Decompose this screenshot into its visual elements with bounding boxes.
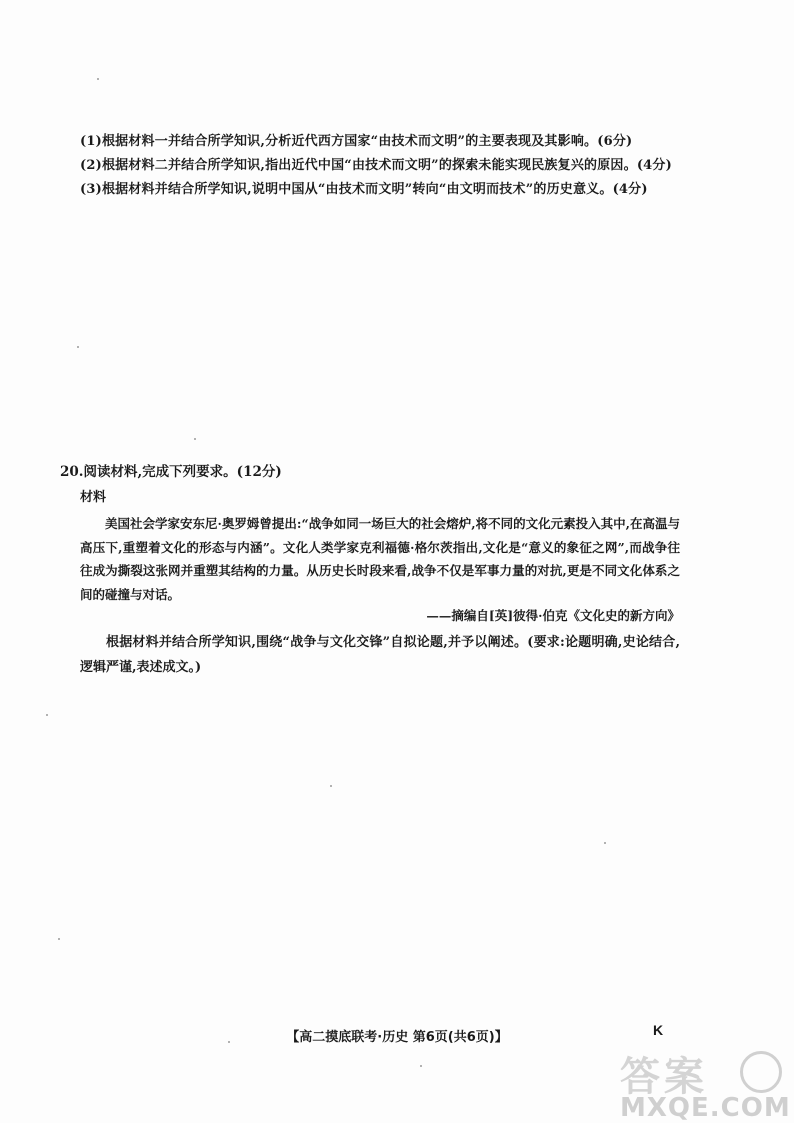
question-20-heading: 20.阅读材料,完成下列要求。(12分) (60, 464, 282, 480)
paper-code: K (653, 1022, 664, 1038)
scan-speck (77, 346, 79, 348)
scan-speck (228, 1041, 230, 1043)
scan-speck (97, 78, 99, 80)
scan-speck (330, 785, 332, 787)
scan-speck (420, 1065, 422, 1067)
question-19-part-2: (2)根据材料二并结合所学知识,指出近代中国“由技术而文明”的探索未能实现民族复兴的原因。(4分) (80, 158, 672, 173)
scan-speck (46, 714, 48, 716)
question-20-task: 根据材料并结合所学知识,围绕“战争与文化交锋”自拟论题,并予以阐述。(要求:论题明确,史论结合,逻辑严谨,表述成文。) (80, 635, 680, 675)
scan-speck (194, 438, 196, 440)
question-19-part-1: (1)根据材料一并结合所学知识,分析近代西方国家“由技术而文明”的主要表现及其影响。(6分) (80, 134, 633, 149)
page-footer: 【高二摸底联考·历史 第6页(共6页)】 (286, 1030, 508, 1045)
scan-speck (604, 842, 606, 844)
watermark-seal-icon (740, 1051, 782, 1093)
watermark-top-text: 答案 (620, 1054, 708, 1100)
material-text: 美国社会学家安东尼·奥罗姆曾提出:“战争如同一场巨大的社会熔炉,将不同的文化元素投入其中,在高温与高压下,重塑着文化的形态与内涵”。文化人类学家克利福德·格尔茨指出,文化是“意义的象征之网”,而战争往往成为撕裂这张网并重塑其结构的力量。从历史长时段来看,战争不仅是军事力量的对抗,更是不同文化体系之间的碰撞与对话。 (80, 516, 680, 602)
material-label: 材料 (80, 490, 107, 505)
question-19-part-3: (3)根据材料并结合所学知识,说明中国从“由技术而文明”转向“由文明而技术”的历史意义。(4分) (80, 182, 648, 197)
watermark-bottom-text: MXQE.COM (620, 1093, 791, 1123)
scan-speck (58, 938, 60, 940)
material-source: ——摘编自[英]彼得·伯克《文化史的新方向》 (426, 608, 680, 623)
site-watermark (600, 1045, 791, 1123)
